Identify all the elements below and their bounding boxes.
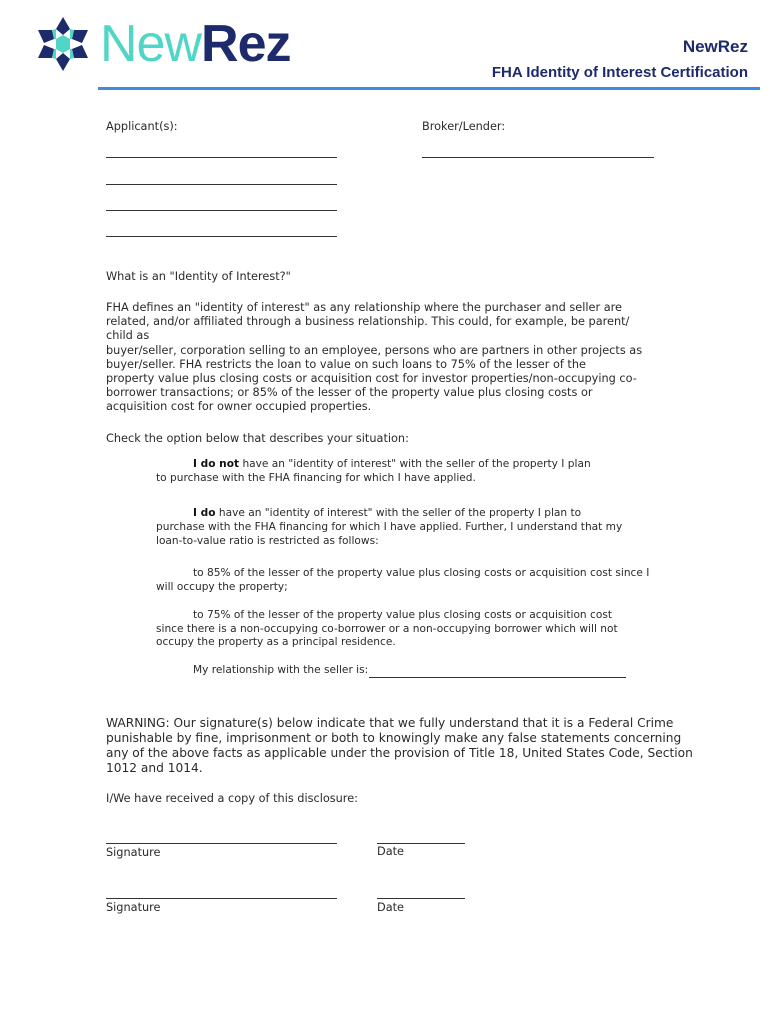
option-has-identity-line-3: loan-to-value ratio is restricted as follows:: [156, 535, 379, 547]
newrez-logo: [34, 14, 291, 74]
hexagon-logo-icon: [34, 15, 92, 73]
header-divider: [98, 87, 760, 90]
definition-line-3: child as: [106, 329, 150, 342]
warning-line-2: punishable by fine, imprisonment or both to knowingly make any false statements concerning: [106, 731, 682, 745]
suboption-85-percent[interactable]: to 85% of the lesser of the property value plus closing costs or acquisition cost since I: [193, 567, 650, 579]
warning-line-3: any of the above facts as applicable under the provision of Title 18, United States Code, Section: [106, 746, 693, 760]
signature-line-1[interactable]: [106, 843, 337, 844]
signature-label-1: Signature: [106, 846, 161, 859]
suboption-75-percent-line-2: since there is a non-occupying co-borrower or a non-occupying borrower which will not: [156, 623, 618, 635]
logo-wordmark: [100, 15, 291, 73]
option-has-identity-line-2: purchase with the FHA financing for which I have applied. Further, I understand that my: [156, 521, 623, 533]
broker-label: Broker/Lender:: [422, 120, 506, 133]
acknowledgment-text: I/We have received a copy of this disclosure:: [106, 792, 358, 805]
date-label-2: Date: [377, 901, 405, 914]
applicant-line-3[interactable]: [106, 210, 337, 211]
date-line-2[interactable]: [377, 898, 465, 899]
warning-line-1: WARNING: Our signature(s) below indicate that we fully understand that it is a Federal Crime: [106, 716, 674, 730]
definition-line-8: acquisition cost for owner occupied properties.: [106, 400, 372, 413]
suboption-75-percent-line-3: occupy the property as a principal residence.: [156, 636, 396, 648]
definition-line-1: FHA defines an "identity of interest" as any relationship where the purchaser and seller are: [106, 301, 622, 314]
definition-line-2: related, and/or affiliated through a business relationship. This could, for example, be parent/: [106, 315, 630, 328]
relationship-line[interactable]: [369, 677, 626, 678]
definition-question: What is an "Identity of Interest?": [106, 270, 291, 283]
applicant-line-1[interactable]: [106, 157, 337, 158]
logo-text-new: New: [100, 15, 202, 73]
suboption-75-percent[interactable]: to 75% of the lesser of the property value plus closing costs or acquisition cost: [193, 609, 612, 621]
logo-text-rez: Rez: [201, 15, 291, 73]
date-line-1[interactable]: [377, 843, 465, 844]
option-no-identity-line-1: have an "identity of interest" with the seller of the property I plan: [239, 458, 591, 470]
signature-label-2: Signature: [106, 901, 161, 914]
definition-line-7: borrower transactions; or 85% of the lesser of the property value plus closing costs or: [106, 386, 593, 399]
applicant-line-2[interactable]: [106, 184, 337, 185]
relationship-label: My relationship with the seller is:: [193, 664, 369, 676]
options-intro: Check the option below that describes your situation:: [106, 432, 409, 445]
definition-line-6: property value plus closing costs or acquisition cost for investor properties/non-occupying co-: [106, 372, 637, 385]
brand-name: NewRez: [682, 37, 748, 56]
definition-line-5: buyer/seller. FHA restricts the loan to value on such loans to 75% of the lesser of the: [106, 358, 586, 371]
applicants-label: Applicant(s):: [106, 120, 178, 133]
signature-line-2[interactable]: [106, 898, 337, 899]
option-has-identity-bold: I do: [193, 507, 216, 519]
option-no-identity[interactable]: [193, 458, 591, 472]
option-no-identity-line-2: to purchase with the FHA financing for which I have applied.: [156, 472, 476, 484]
document-title: FHA Identity of Interest Certification: [491, 64, 748, 81]
option-has-identity[interactable]: [193, 507, 581, 521]
definition-line-4: buyer/seller, corporation selling to an employee, persons who are partners in other projects as: [106, 344, 643, 357]
warning-line-4: 1012 and 1014.: [106, 761, 203, 775]
date-label-1: Date: [377, 845, 405, 858]
option-no-identity-bold: I do not: [193, 458, 240, 470]
suboption-85-percent-line-2: will occupy the property;: [156, 581, 288, 593]
broker-line[interactable]: [422, 157, 654, 158]
applicant-line-4[interactable]: [106, 236, 337, 237]
option-has-identity-line-1: have an "identity of interest" with the seller of the property I plan to: [215, 507, 582, 519]
